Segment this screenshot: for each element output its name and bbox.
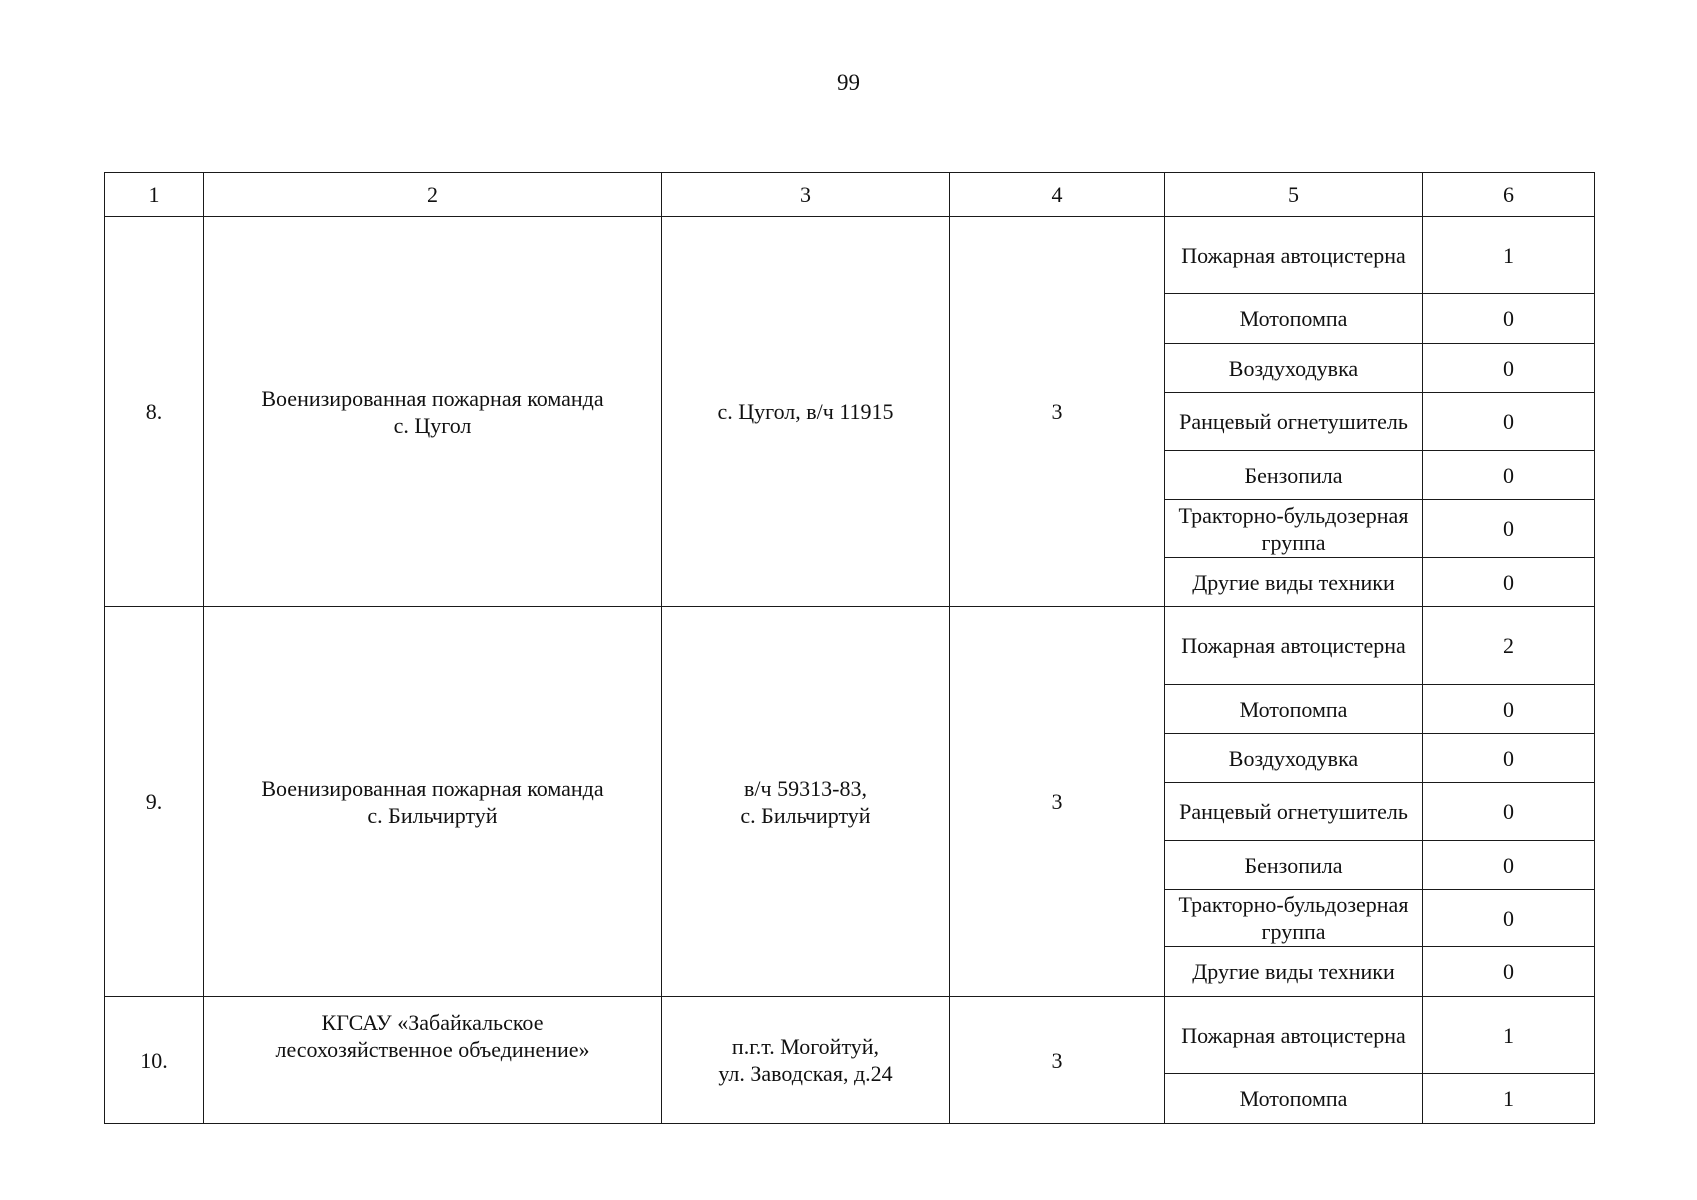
equipment-count: 0: [1423, 294, 1595, 344]
equipment-name: Мотопомпа: [1165, 294, 1423, 344]
equipment-name: Пожарная автоцистерна: [1165, 607, 1423, 685]
header-cell-3: 3: [662, 173, 950, 217]
equipment-name: Другие виды техники: [1165, 947, 1423, 997]
organization-line: с. Бильчиртуй: [367, 802, 498, 828]
equipment-name: Мотопомпа: [1165, 685, 1423, 734]
equipment-count: 1: [1423, 1074, 1595, 1124]
address-line: с. Цугол, в/ч 11915: [717, 399, 894, 424]
equipment-name: Воздуходувка: [1165, 344, 1423, 393]
equipment-count: 0: [1423, 393, 1595, 451]
table-row: [105, 997, 1595, 1074]
address: [662, 607, 950, 997]
table-row: [105, 217, 1595, 294]
organization-line: Военизированная пожарная команда: [261, 775, 604, 801]
organization-line: КГСАУ «Забайкальское: [321, 1010, 544, 1035]
header-cell-1: 1: [105, 173, 204, 217]
header-cell-4: 4: [950, 173, 1165, 217]
equipment-count: 1: [1423, 217, 1595, 294]
equipment-count: 2: [1423, 607, 1595, 685]
address: [662, 997, 950, 1124]
column-4-value: 3: [950, 607, 1165, 997]
header-cell-5: 5: [1165, 173, 1423, 217]
column-4-value: 3: [950, 997, 1165, 1124]
equipment-name: Пожарная автоцистерна: [1165, 217, 1423, 294]
equipment-count: 0: [1423, 558, 1595, 607]
address: [662, 217, 950, 607]
organization-line: с. Цугол: [393, 412, 472, 438]
equipment-name: Бензопила: [1165, 841, 1423, 890]
equipment-count: 0: [1423, 734, 1595, 783]
table-row: [105, 607, 1595, 685]
equipment-name: Бензопила: [1165, 451, 1423, 500]
equipment-name: Мотопомпа: [1165, 1074, 1423, 1124]
address-line: ул. Заводская, д.24: [718, 1061, 893, 1086]
page-number: 99: [837, 70, 860, 95]
equipment-count: 0: [1423, 783, 1595, 841]
equipment-name: Воздуходувка: [1165, 734, 1423, 783]
header-cell-2: 2: [204, 173, 662, 217]
equipment-name: Другие виды техники: [1165, 558, 1423, 607]
organization-name: [204, 997, 662, 1124]
organization-line: Военизированная пожарная команда: [261, 385, 604, 411]
equipment-count: 0: [1423, 947, 1595, 997]
equipment-name: Тракторно-бульдозерная группа: [1165, 890, 1423, 947]
organization-line: лесохозяйственное объединение»: [275, 1037, 590, 1062]
equipment-count: 0: [1423, 500, 1595, 558]
equipment-count: 0: [1423, 344, 1595, 393]
equipment-count: 0: [1423, 890, 1595, 947]
table-header-row: [105, 173, 1595, 217]
row-number: 8.: [105, 217, 204, 607]
row-number: 9.: [105, 607, 204, 997]
organization-name: [204, 607, 662, 997]
equipment-count: 0: [1423, 841, 1595, 890]
equipment-name: Ранцевый огнетушитель: [1165, 783, 1423, 841]
equipment-count: 0: [1423, 451, 1595, 500]
equipment-name: Пожарная автоцистерна: [1165, 997, 1423, 1074]
equipment-count: 1: [1423, 997, 1595, 1074]
address-line: в/ч 59313-83,: [744, 775, 867, 801]
address-line: с. Бильчиртуй: [740, 802, 871, 828]
equipment-name: Тракторно-бульдозерная группа: [1165, 500, 1423, 558]
address-line: п.г.т. Могойтуй,: [731, 1034, 880, 1059]
column-4-value: 3: [950, 217, 1165, 607]
row-number: 10.: [105, 997, 204, 1124]
equipment-count: 0: [1423, 685, 1595, 734]
equipment-table: [104, 172, 1595, 1124]
organization-name: [204, 217, 662, 607]
equipment-name: Ранцевый огнетушитель: [1165, 393, 1423, 451]
header-cell-6: 6: [1423, 173, 1595, 217]
